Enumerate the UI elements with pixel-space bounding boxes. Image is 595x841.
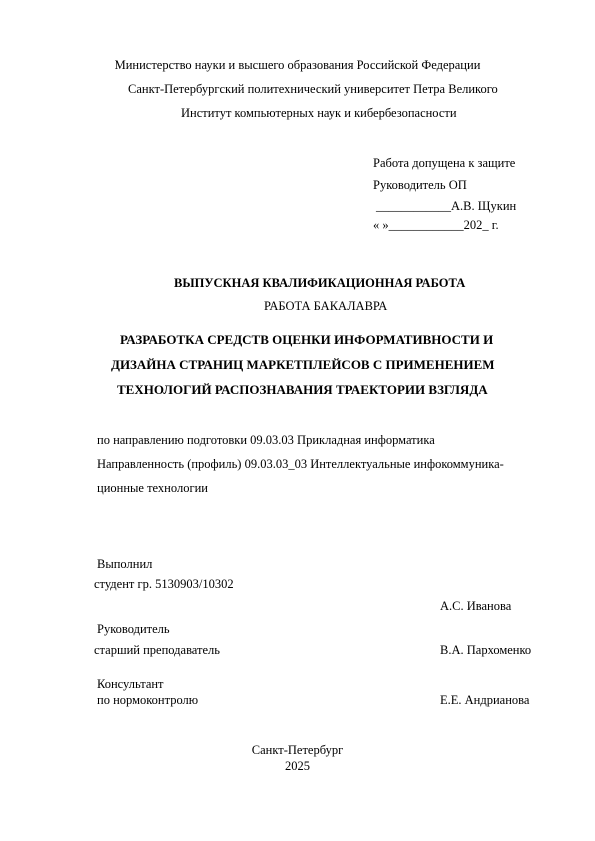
consultant-role: по нормоконтролю	[97, 693, 199, 707]
work-type: ВЫПУСКНАЯ КВАЛИФИКАЦИОННАЯ РАБОТА	[174, 276, 466, 290]
university-line: Санкт-Петербургский политехнический университет Петра Великого	[128, 82, 498, 96]
op-head-label: Руководитель ОП	[373, 178, 467, 192]
city: Санкт-Петербург	[251, 743, 344, 757]
op-head-signature: ____________А.В. Щукин	[376, 199, 517, 213]
direction-line: по направлению подготовки 09.03.03 Прикладная информатика	[97, 433, 435, 447]
performer-label: Выполнил	[97, 557, 153, 571]
supervisor-label: Руководитель	[97, 622, 170, 636]
profile-line-continued: ционные технологии	[97, 481, 208, 495]
work-title-line-3: ТЕХНОЛОГИЙ РАСПОЗНАВАНИЯ ТРАЕКТОРИИ ВЗГЛЯДА	[117, 382, 488, 397]
work-title-line-2: ДИЗАЙНА СТРАНИЦ МАРКЕТПЛЕЙСОВ С ПРИМЕНЕНИЕМ	[111, 357, 495, 372]
supervisor-role: старший преподаватель	[94, 643, 220, 657]
work-title-line-1: РАЗРАБОТКА СРЕДСТВ ОЦЕНКИ ИНФОРМАТИВНОСТИ И	[120, 332, 494, 347]
performer-role: студент гр. 5130903/10302	[94, 577, 234, 591]
consultant-name: Е.Е. Андрианова	[440, 693, 530, 707]
supervisor-name: В.А. Пархоменко	[440, 643, 532, 657]
performer-name: А.С. Иванова	[440, 599, 512, 613]
work-subtype: РАБОТА БАКАЛАВРА	[264, 299, 388, 313]
ministry-line: Министерство науки и высшего образования Российской Федерации	[114, 58, 481, 72]
institute-line: Институт компьютерных наук и кибербезопасности	[181, 106, 457, 120]
consultant-label: Консультант	[97, 677, 164, 691]
profile-line: Направленность (профиль) 09.03.03_03 Интеллектуальные инфокоммуника-	[97, 457, 504, 471]
approval-date: « »____________202_ г.	[373, 218, 499, 232]
approval-line: Работа допущена к защите	[373, 156, 516, 170]
year: 2025	[285, 759, 310, 773]
